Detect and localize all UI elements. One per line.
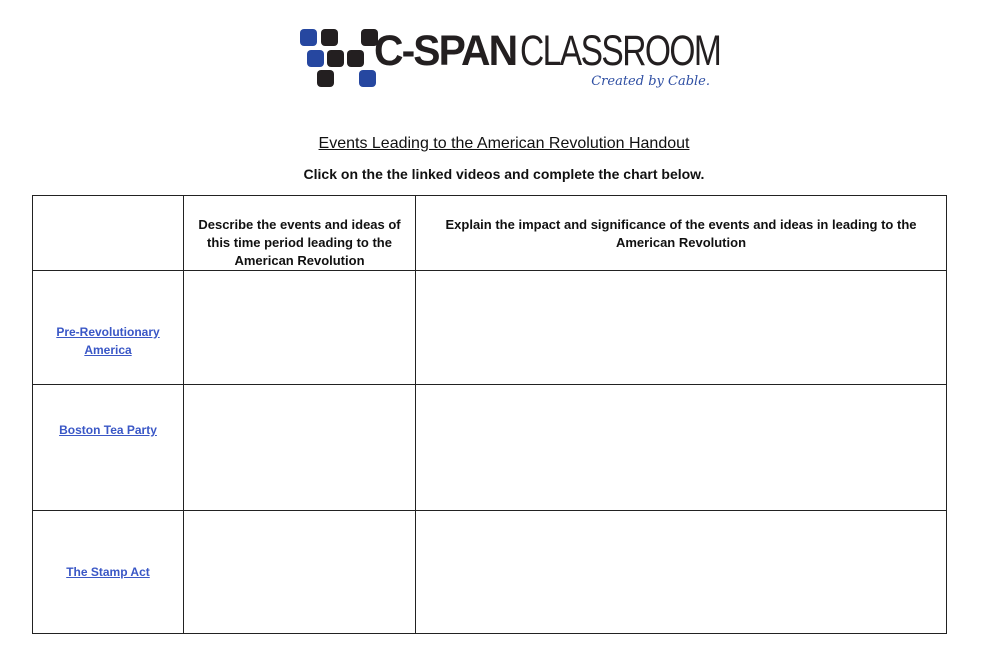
header-describe: Describe the events and ideas of this time period leading to the American Revolution	[184, 196, 416, 271]
row-label-cell	[33, 511, 184, 634]
logo-square-icon	[307, 50, 324, 67]
logo-square-icon	[317, 70, 334, 87]
page-title: Events Leading to the American Revolution Handout	[318, 135, 690, 152]
instructions: Click on the the linked videos and complete the chart below.	[303, 166, 705, 182]
header-empty-cell	[33, 196, 184, 271]
explain-input-cell[interactable]	[416, 271, 947, 385]
table-row	[33, 511, 947, 634]
table-row	[33, 271, 947, 385]
logo-square-icon	[321, 29, 338, 46]
logo-square-icon	[300, 29, 317, 46]
handout-chart-table	[32, 195, 947, 634]
table-header-row	[33, 196, 947, 271]
row-label-cell	[33, 385, 184, 511]
link-the-stamp-act[interactable]: The Stamp Act	[66, 565, 150, 579]
link-boston-tea-party[interactable]: Boston Tea Party	[59, 423, 157, 437]
logo-wordmark	[374, 27, 721, 75]
describe-input-cell[interactable]	[184, 511, 416, 634]
logo-tagline: Created by Cable.	[591, 74, 710, 89]
logo-square-icon	[347, 50, 364, 67]
explain-input-cell[interactable]	[416, 385, 947, 511]
logo-product: CLASSROOM	[520, 27, 721, 75]
describe-input-cell[interactable]	[184, 385, 416, 511]
row-label-cell	[33, 271, 184, 385]
link-pre-revolutionary-america[interactable]: Pre-Revolutionary America	[56, 325, 160, 357]
explain-input-cell[interactable]	[416, 511, 947, 634]
header-explain: Explain the impact and significance of the events and ideas in leading to the American Revolution	[416, 196, 947, 271]
cspan-classroom-logo	[299, 27, 721, 94]
table-row	[33, 385, 947, 511]
logo-square-icon	[327, 50, 344, 67]
logo-brand: C-SPAN	[374, 27, 517, 75]
describe-input-cell[interactable]	[184, 271, 416, 385]
